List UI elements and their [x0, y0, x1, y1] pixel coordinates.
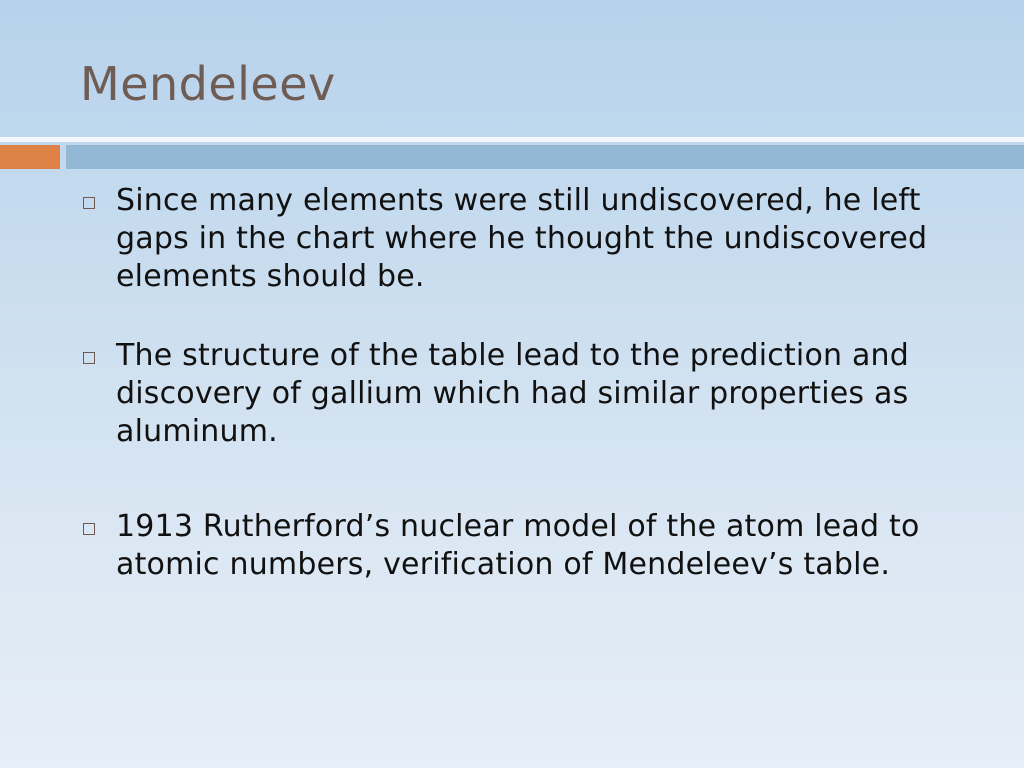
bullet-item — [78, 508, 988, 584]
bullet-item — [78, 337, 988, 451]
title-divider — [0, 137, 1024, 142]
bullet-item — [78, 182, 988, 296]
square-bullet-icon — [83, 352, 95, 364]
accent-bar-orange — [0, 145, 60, 169]
bullet-text: The structure of the table lead to the prediction and discovery of gallium which had similar properties as aluminum. — [116, 338, 910, 449]
bullet-text: Since many elements were still undiscovered, he left gaps in the chart where he thought the undiscovered elements should be. — [116, 183, 928, 294]
square-bullet-icon — [83, 197, 95, 209]
bullet-text: 1913 Rutherford’s nuclear model of the atom lead to atomic numbers, verification of Mendeleev’s table. — [116, 509, 920, 582]
square-bullet-icon — [83, 523, 95, 535]
slide-title: Mendeleev — [80, 57, 336, 111]
accent-bar-blue — [66, 145, 1024, 169]
